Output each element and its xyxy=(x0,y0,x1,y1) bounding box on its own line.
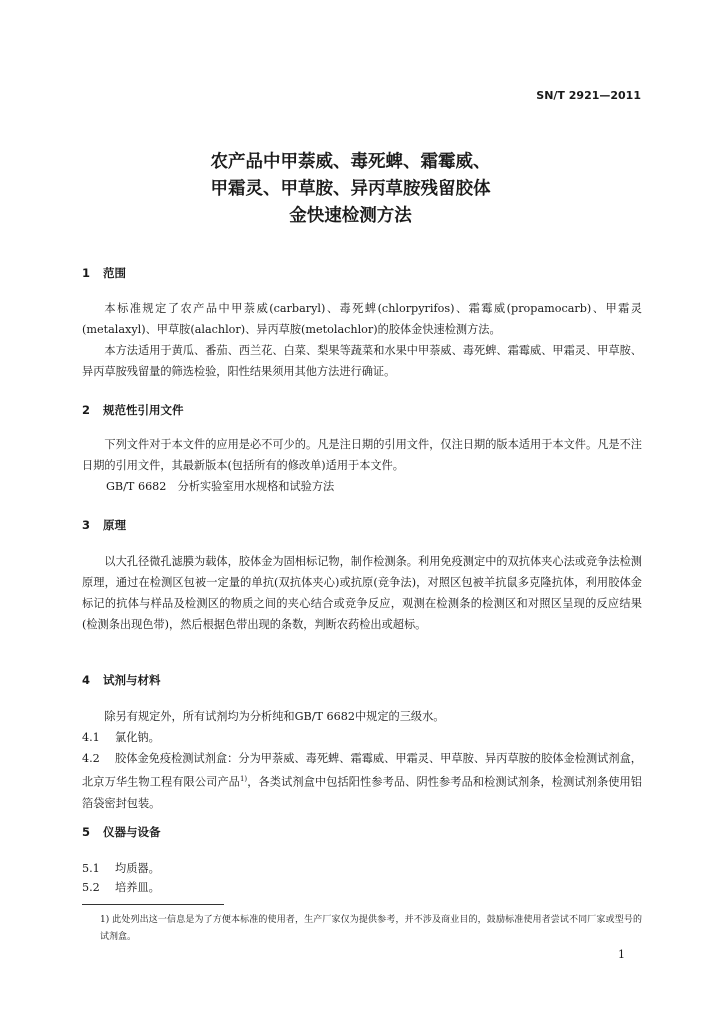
section-title: 规范性引用文件 xyxy=(103,403,184,417)
section-3-heading xyxy=(82,517,126,533)
item-number: 4.1 xyxy=(82,731,100,744)
section-number: 4 xyxy=(82,673,91,687)
section-title: 原理 xyxy=(103,518,126,532)
item-5-2 xyxy=(82,877,642,898)
footnote xyxy=(100,912,642,946)
section-title: 试剂与材料 xyxy=(103,673,161,687)
title-line-1: 农产品中甲萘威、毒死蜱、霜霉威、 xyxy=(210,152,491,172)
item-text: 均质器。 xyxy=(115,862,160,875)
footnote-reference: 1) xyxy=(239,775,248,783)
item-text: 胶体金免疫检测试剂盒：分为甲萘威、毒死蜱、霜霉威、甲霜灵、甲草胺、异丙草胺的胶体金检测试剂盒，北京万华生物工程有限公司产品 xyxy=(82,752,642,789)
page-number: 1 xyxy=(618,948,625,961)
footnote-separator xyxy=(82,904,224,905)
item-number: 5.2 xyxy=(82,881,100,894)
item-text: 培养皿。 xyxy=(115,881,160,894)
item-number: 4.2 xyxy=(82,752,100,765)
section-4-heading xyxy=(82,672,161,688)
normative-reference: GB/T 6682 分析实验室用水规格和试验方法 xyxy=(106,480,335,493)
section-1-heading xyxy=(82,265,126,281)
section-2-heading xyxy=(82,402,184,418)
section-4-paragraph-1: 除另有规定外，所有试剂均为分析纯和GB/T 6682中规定的三级水。 xyxy=(104,710,445,723)
section-number: 5 xyxy=(82,825,91,839)
item-4-2 xyxy=(82,748,642,814)
section-title: 范围 xyxy=(103,266,126,280)
item-5-1 xyxy=(82,858,642,879)
footnote-text: 此处列出这一信息是为了方便本标准的使用者，生产厂家仅为提供参考，并不涉及商业目的，鼓励标准使用者尝试不同厂家或型号的试剂盒。 xyxy=(100,915,642,942)
item-4-1 xyxy=(82,727,642,748)
section-1-paragraph-1: 本标准规定了农产品中甲萘威(carbaryl)、毒死蜱(chlorpyrifos)、霜霉威(propamocarb)、甲霜灵(metalaxyl)、甲草胺(alachlor)、异丙草胺(metolachlor)的胶体金快速检测方法。 xyxy=(82,302,642,336)
section-5-heading xyxy=(82,824,161,840)
document-title xyxy=(0,149,701,230)
section-number: 2 xyxy=(82,403,91,417)
section-title: 仪器与设备 xyxy=(103,825,161,839)
section-number: 1 xyxy=(82,266,91,280)
title-line-2: 甲霜灵、甲草胺、异丙草胺残留胶体 xyxy=(210,179,491,199)
item-text: 氯化钠。 xyxy=(115,731,160,744)
section-number: 3 xyxy=(82,518,91,532)
section-1-paragraph-2: 本方法适用于黄瓜、番茄、西兰花、白菜、梨果等蔬菜和水果中甲萘威、毒死蜱、霜霉威、甲霜灵、甲草胺、异丙草胺残留量的筛选检验，阳性结果须用其他方法进行确证。 xyxy=(82,344,642,378)
item-text-continued: ，各类试剂盒中包括阳性参考品、阴性参考品和检测试剂条，检测试剂条使用铝箔袋密封包装。 xyxy=(82,775,642,810)
item-number: 5.1 xyxy=(82,862,100,875)
standard-code: SN/T 2921—2011 xyxy=(536,89,641,102)
section-3-paragraph-1: 以大孔径微孔滤膜为载体，胶体金为固相标记物，制作检测条。利用免疫测定中的双抗体夹心法或竞争法检测原理，通过在检测区包被一定量的单抗(双抗体夹心)或抗原(竞争法)，对照区包被羊抗鼠多克隆抗体，利用胶体金标记的抗体与样品及检测区的物质之间的夹心结合或竞争反应，观测在检测条的检测区和对照区呈现的反应结果(检测条出现色带)，然后根据色带出现的条数，判断农药检出或超标。 xyxy=(82,555,642,631)
title-line-3: 金快速检测方法 xyxy=(289,206,412,226)
footnote-mark: 1) xyxy=(100,915,110,925)
section-2-paragraph-1: 下列文件对于本文件的应用是必不可少的。凡是注日期的引用文件，仅注日期的版本适用于本文件。凡是不注日期的引用文件，其最新版本(包括所有的修改单)适用于本文件。 xyxy=(82,438,642,472)
